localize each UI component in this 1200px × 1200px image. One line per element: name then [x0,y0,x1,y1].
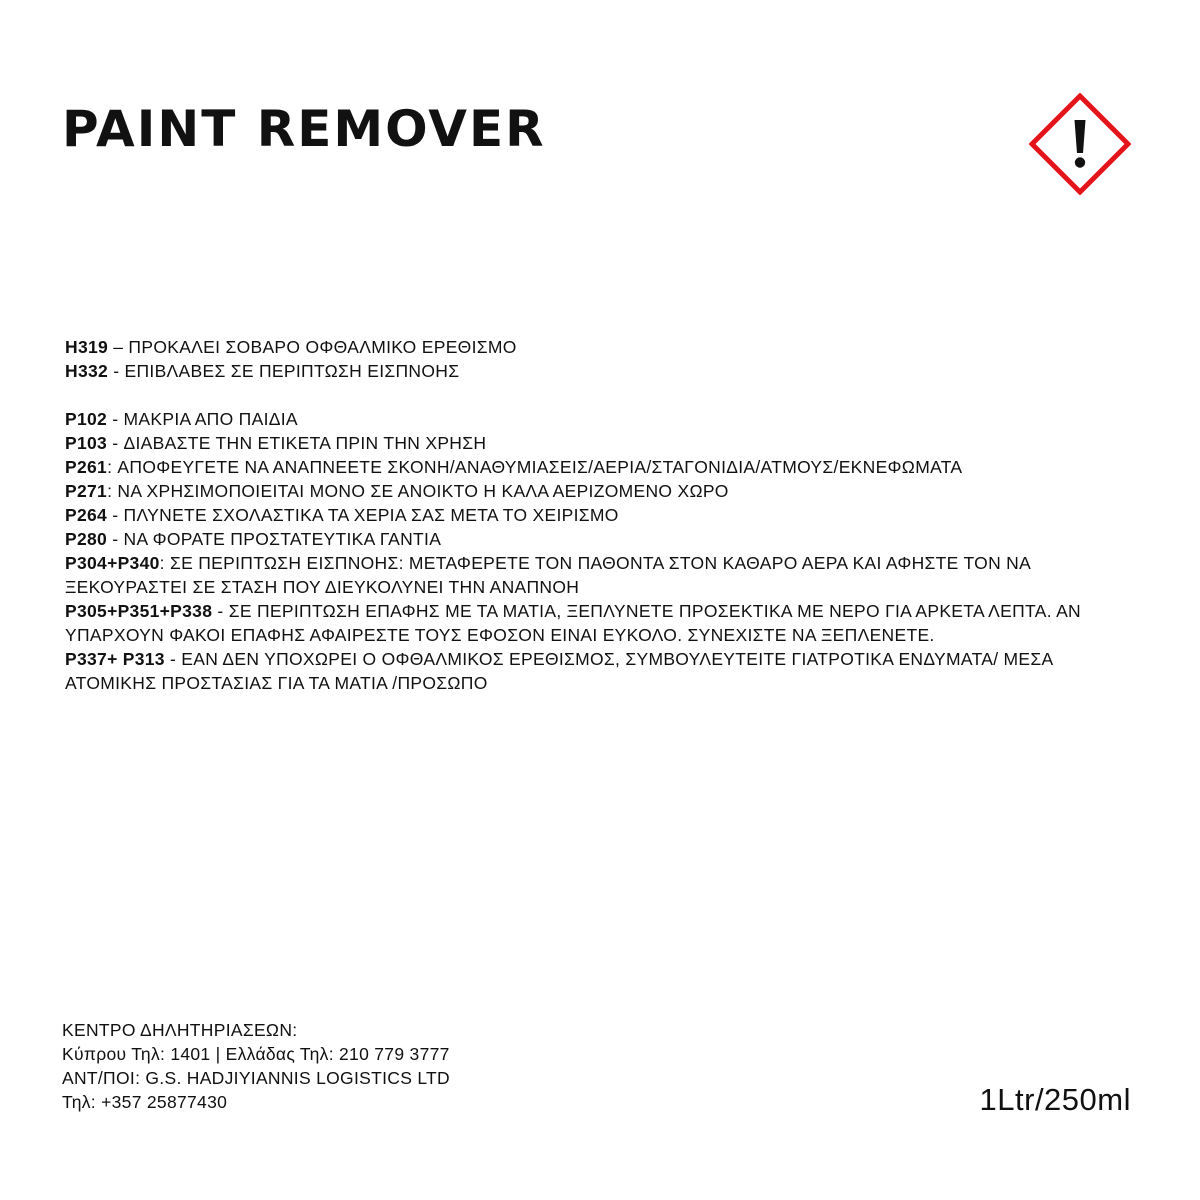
precautionary-text: : ΝΑ ΧΡΗΣΙΜΟΠΟΙΕΙΤΑΙ ΜΟΝΟ ΣΕ ΑΝΟΙΚΤΟ Η ΚΑΛΑ ΑΕΡΙΖΟΜΕΝΟ ΧΩΡΟ [107,481,729,501]
precautionary-text: - ΔΙΑΒΑΣΤΕ ΤΗΝ ΕΤΙΚΕΤΑ ΠΡΙΝ ΤΗΝ ΧΡΗΣΗ [107,433,487,453]
precautionary-statement [65,479,1145,503]
precautionary-statement [65,503,1145,527]
precautionary-code: P264 [65,505,108,525]
hazard-statements-list [65,335,1145,383]
distributor-phone: Τηλ: +357 25877430 [62,1092,228,1112]
precautionary-text: : ΣΕ ΠΕΡΙΠΤΩΣΗ ΕΙΣΠΝΟΗΣ: ΜΕΤΑΦΕΡΕΤΕ ΤΟΝ ΠΑΘΟΝΤΑ ΣΤΟΝ ΚΑΘΑΡΟ ΑΕΡΑ ΚΑΙ ΑΦΗΣΤΕ ΤΟΝ ΝΑ ΞΕΚΟΥΡΑΣΤΕΙ ΣΕ ΣΤΑΣΗ ΠΟΥ ΔΙΕΥΚΟΛΥΝΕΙ ΤΗΝ ΑΝΑΠΝΟΗ [65,553,1036,597]
precautionary-statements-list [65,407,1145,695]
poison-center-contact [62,1018,450,1114]
hazard-statement [65,335,1145,359]
precautionary-text: - ΜΑΚΡΙΑ ΑΠΟ ΠΑΙΔΙΑ [107,409,298,429]
hazard-code: H319 [65,337,109,357]
product-volume: 1Ltr/250ml [979,1082,1131,1117]
hazard-code: H332 [65,361,109,381]
precautionary-statement [65,527,1145,551]
section-gap [65,383,1145,407]
precautionary-code: P261 [65,457,108,477]
precautionary-statement [65,599,1145,647]
precautionary-statement [65,455,1145,479]
precautionary-text: - ΣΕ ΠΕΡΙΠΤΩΣΗ ΕΠΑΦΗΣ ΜΕ ΤΑ ΜΑΤΙΑ, ΞΕΠΛΥΝΕΤΕ ΠΡΟΣΕΚΤΙΚΑ ΜΕ ΝΕΡΟ ΓΙΑ ΑΡΚΕΤΑ ΛΕΠΤΑ. ΑΝ ΥΠΑΡΧΟΥΝ ΦΑΚΟΙ ΕΠΑΦΗΣ ΑΦΑΙΡΕΣΤΕ ΤΟΥΣ ΕΦΟΣΟΝ ΕΙΝΑΙ ΕΥΚΟΛΟ. ΣΥΝΕΧΙΣΤΕ ΝΑ ΞΕΠΛΕΝΕΤΕ. [65,601,1086,645]
precautionary-statement [65,407,1145,431]
precautionary-text: : ΑΠΟΦΕΥΓΕΤΕ ΝΑ ΑΝΑΠΝΕΕΤΕ ΣΚΟΝΗ/ΑΝΑΘΥΜΙΑΣΕΙΣ/ΑΕΡΙΑ/ΣΤΑΓΟΝΙΔΙΑ/ΑΤΜΟΥΣ/ΕΚΝΕΦΩΜΑΤΑ [107,457,963,477]
safety-statements [65,335,1145,695]
precautionary-statement [65,647,1145,695]
product-title: PAINT REMOVER [62,100,546,158]
exclamation-warning-diamond-icon [1029,93,1131,195]
precautionary-code: P337+ P313 [65,649,165,669]
precautionary-code: P271 [65,481,108,501]
precautionary-text: - ΕΑΝ ΔΕΝ ΥΠΟΧΩΡΕΙ Ο ΟΦΘΑΛΜΙΚΟΣ ΕΡΕΘΙΣΜΟΣ, ΣΥΜΒΟΥΛΕΥΤΕΙΤΕ ΓΙΑΤΡΟΤΙΚΑ ΕΝΔΥΜΑΤΑ/ ΜΕΣΑ ΑΤΟΜΙΚΗΣ ΠΡΟΣΤΑΣΙΑΣ ΓΙΑ ΤΑ ΜΑΤΙΑ /ΠΡΟΣΩΠΟ [65,649,1057,693]
poison-center-phones: Κύπρου Τηλ: 1401 | Ελλάδας Τηλ: 210 779 3777 [62,1044,450,1064]
poison-center-heading: ΚΕΝΤΡΟ ΔΗΛΗΤΗΡΙΑΣΕΩΝ: [62,1020,298,1040]
precautionary-code: P103 [65,433,108,453]
distributor-name: ΑΝΤ/ΠΟΙ: G.S. HADJIYIANNIS LOGISTICS LTD [62,1068,450,1088]
precautionary-code: P102 [65,409,108,429]
precautionary-text: - ΝΑ ΦΟΡΑΤΕ ΠΡΟΣΤΑΤΕΥΤΙΚΑ ΓΑΝΤΙΑ [107,529,442,549]
hazard-text: - ΕΠΙΒΛΑΒΕΣ ΣΕ ΠΕΡΙΠΤΩΣΗ ΕΙΣΠΝΟΗΣ [108,361,460,381]
precautionary-code: P304+P340 [65,553,160,573]
precautionary-code: P280 [65,529,108,549]
hazard-text: – ΠΡΟΚΑΛΕΙ ΣΟΒΑΡΟ ΟΦΘΑΛΜΙΚΟ ΕΡΕΘΙΣΜΟ [108,337,517,357]
precautionary-code: P305+P351+P338 [65,601,213,621]
hazard-statement [65,359,1145,383]
precautionary-text: - ΠΛΥΝΕΤΕ ΣΧΟΛΑΣΤΙΚΑ ΤΑ ΧΕΡΙΑ ΣΑΣ ΜΕΤΑ ΤΟ ΧΕΙΡΙΣΜΟ [107,505,619,525]
precautionary-statement [65,431,1145,455]
precautionary-statement [65,551,1145,599]
